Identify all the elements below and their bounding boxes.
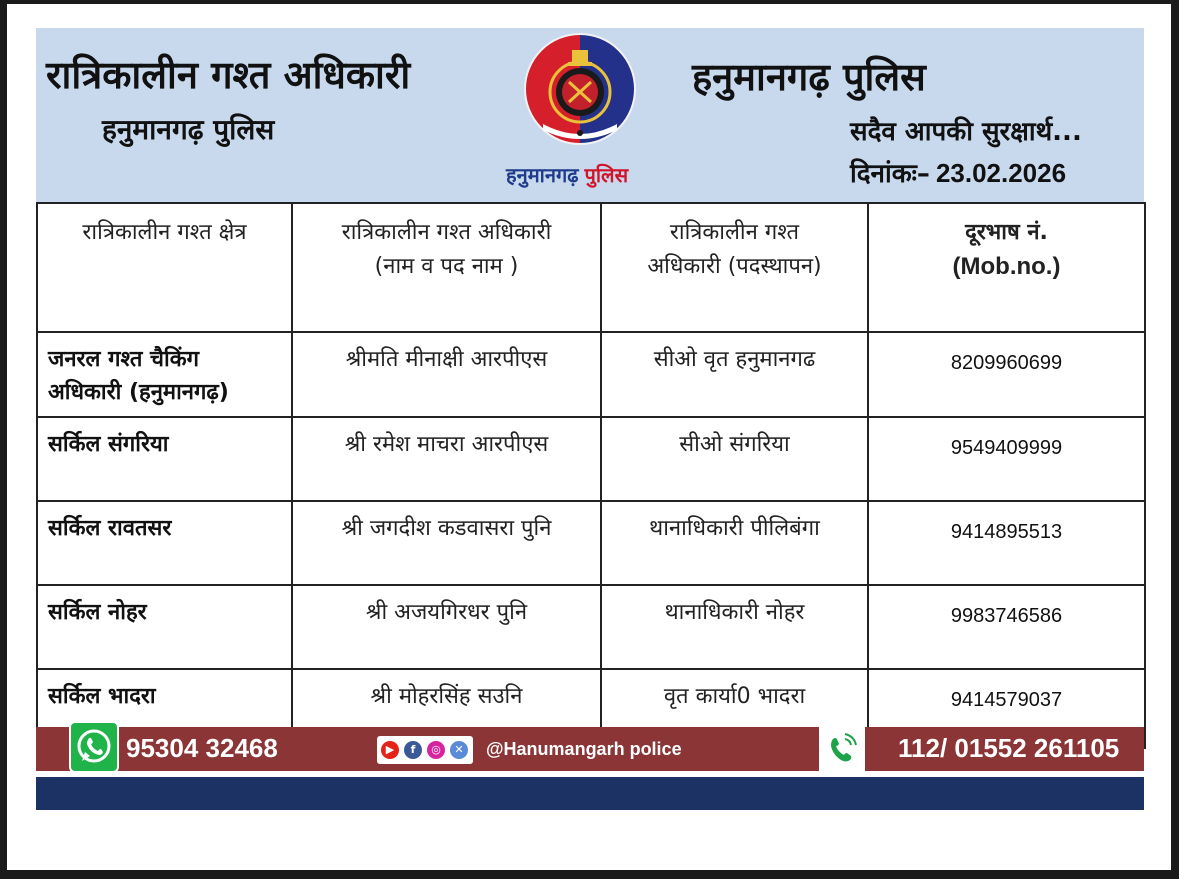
notice-sheet [7,4,1171,870]
column-header-officer [292,203,601,332]
instagram-icon: ◎ [427,741,445,759]
phone-cell: 9983746586 [868,585,1145,669]
header-area-text: रात्रिकालीन गश्त क्षेत्र [82,220,247,245]
header-tagline: सदैव आपकी सुरक्षार्थ... [850,117,1082,147]
x-icon: ✕ [450,741,468,759]
phone-cell: 9414895513 [868,501,1145,585]
date-value: 23.02.2026 [935,158,1067,188]
logo-caption-part-2: पुलिस [584,163,629,187]
header-phone-line2: (Mob.no.) [952,253,1061,280]
area-cell: सर्किल नोहर [37,585,292,669]
phone-icon [819,727,865,771]
header-phone-line1: दूरभाष नं. [965,220,1048,245]
area-line1: जनरल गश्त चैकिंग [48,347,199,372]
header-posting-line1: रात्रिकालीन गश्त [669,220,800,245]
area-cell [37,332,292,417]
area-cell: सर्किल संगरिया [37,417,292,501]
posting-cell: थानाधिकारी नोहर [601,585,868,669]
area-cell: सर्किल भादरा [37,669,292,748]
officer-cell: श्री रमेश माचरा आरपीएस [292,417,601,501]
posting-cell: सीओ वृत हनुमानगढ [601,332,868,417]
logo-caption [506,161,628,188]
youtube-icon: ▶ [381,741,399,759]
date-label: दिनांकः– [850,159,930,189]
posting-cell: थानाधिकारी पीलिबंगा [601,501,868,585]
officer-cell: श्री जगदीश कडवासरा पुनि [292,501,601,585]
social-icons-strip [377,736,473,764]
officer-cell: श्री अजयगिरधर पुनि [292,585,601,669]
column-header-phone [868,203,1145,332]
table-row [37,417,1145,501]
header-org-name: हनुमानगढ़ पुलिस [692,55,926,99]
footer-blue-band [36,777,1144,810]
officer-cell: श्रीमति मीनाक्षी आरपीएस [292,332,601,417]
header-posting-line2: अधिकारी (पदस्थापन) [647,254,822,279]
posting-cell: सीओ संगरिया [601,417,868,501]
table-row [37,585,1145,669]
phone-cell: 9549409999 [868,417,1145,501]
social-handle: @Hanumangarh police [486,739,682,759]
helpline-numbers: 112/ 01552 261105 [898,733,1120,763]
phone-cell: 9414579037 [868,669,1145,748]
header-officer-line2: (नाम व पद नाम ) [374,254,519,279]
officer-cell: श्री मोहरसिंह सउनि [292,669,601,748]
police-emblem-logo [523,32,637,146]
whatsapp-number: 95304 32468 [126,733,278,763]
logo-caption-part-1: हनुमानगढ़ [506,163,579,187]
phone-cell: 8209960699 [868,332,1145,417]
facebook-icon: f [404,741,422,759]
header-officer-line1: रात्रिकालीन गश्त अधिकारी [341,220,552,245]
posting-cell: वृत कार्या0 भादरा [601,669,868,748]
header-subtitle: हनुमानगढ़ पुलिस [102,113,275,146]
table-row [37,332,1145,417]
area-line2: अधिकारी (हनुमानगढ़) [48,380,229,405]
area-cell: सर्किल रावतसर [37,501,292,585]
header-date [850,154,1066,190]
footer-contact-band [36,727,1144,771]
table-row [37,501,1145,585]
table-header-row [37,203,1145,332]
whatsapp-icon [69,721,119,773]
patrol-officers-table [36,202,1146,749]
header-title: रात्रिकालीन गश्त अधिकारी [46,53,411,97]
column-header-area [37,203,292,332]
header-banner [36,28,1144,203]
column-header-posting [601,203,868,332]
